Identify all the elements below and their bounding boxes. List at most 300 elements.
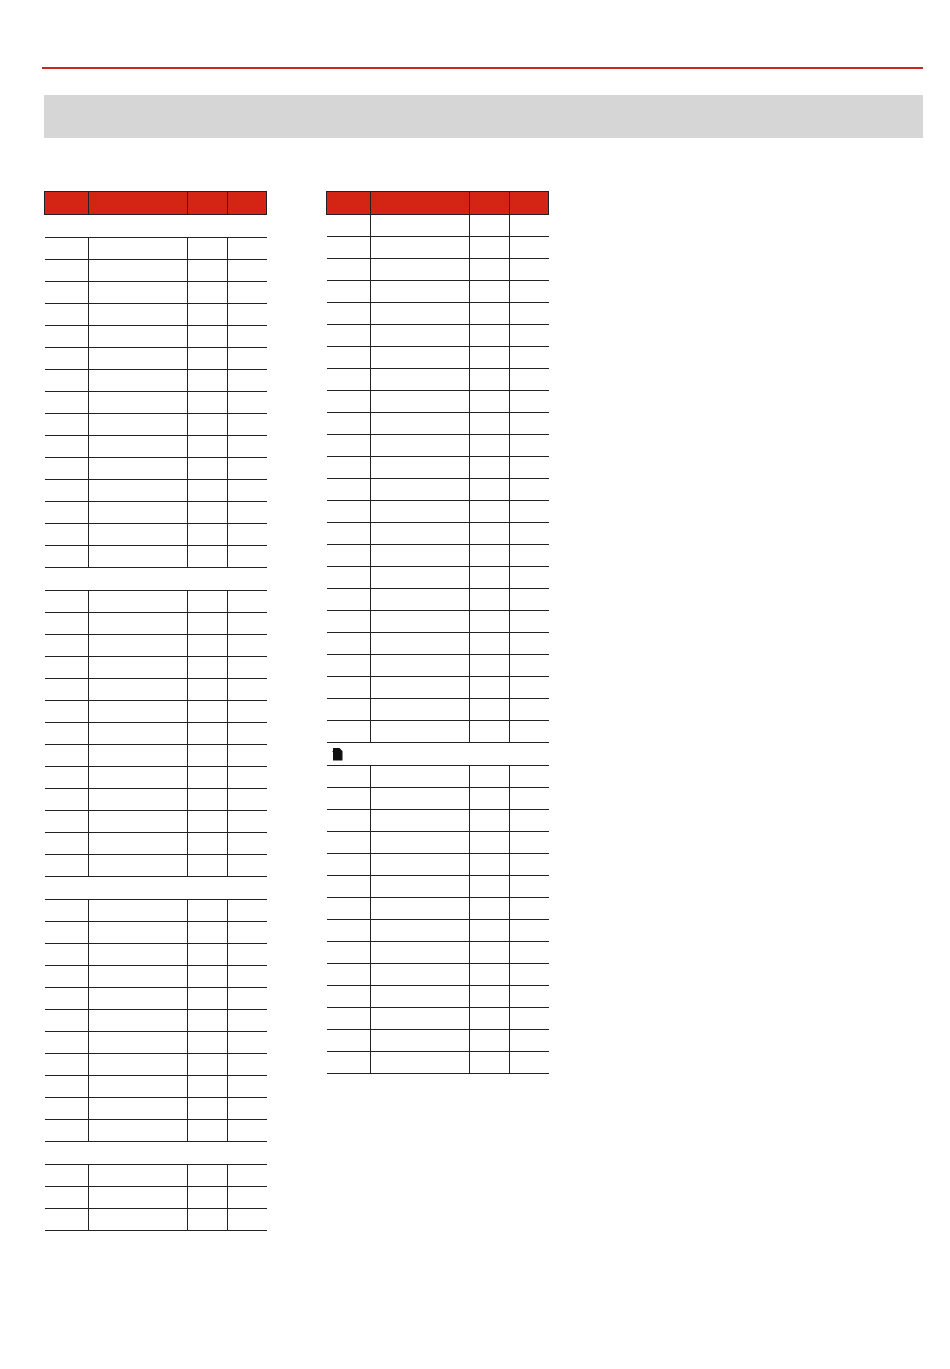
table-cell bbox=[327, 215, 371, 237]
table-cell bbox=[371, 898, 470, 920]
table-row bbox=[45, 900, 267, 922]
table-cell bbox=[45, 833, 89, 855]
table-cell bbox=[228, 392, 267, 414]
table-row bbox=[327, 942, 549, 964]
table-row bbox=[45, 348, 267, 370]
table-cell bbox=[327, 413, 371, 435]
table-cell bbox=[371, 677, 470, 699]
table-row bbox=[327, 281, 549, 303]
table-row bbox=[45, 392, 267, 414]
table-cell bbox=[510, 898, 549, 920]
table-cell bbox=[188, 833, 228, 855]
table-cell bbox=[45, 657, 89, 679]
table-cell bbox=[327, 611, 371, 633]
table-row bbox=[45, 811, 267, 833]
table-row bbox=[45, 282, 267, 304]
table-cell bbox=[188, 546, 228, 568]
table-cell bbox=[327, 479, 371, 501]
table-cell bbox=[45, 922, 89, 944]
table-row bbox=[327, 237, 549, 259]
table-cell bbox=[327, 567, 371, 589]
table-row bbox=[327, 699, 549, 721]
table-row bbox=[327, 964, 549, 986]
table-cell bbox=[371, 325, 470, 347]
table-cell bbox=[470, 413, 510, 435]
table-cell bbox=[327, 501, 371, 523]
table-cell bbox=[188, 1010, 228, 1032]
table-row bbox=[45, 1098, 267, 1120]
table-cell bbox=[45, 855, 89, 877]
table-cell bbox=[89, 789, 188, 811]
table-row bbox=[45, 1187, 267, 1209]
table-cell bbox=[45, 767, 89, 789]
table-cell bbox=[371, 501, 470, 523]
table-cell bbox=[228, 260, 267, 282]
table-cell bbox=[470, 677, 510, 699]
table-cell bbox=[371, 435, 470, 457]
table-cell bbox=[510, 832, 549, 854]
table-cell bbox=[45, 591, 89, 613]
table-cell bbox=[188, 524, 228, 546]
table-row bbox=[45, 238, 267, 260]
table-cell bbox=[510, 369, 549, 391]
right-table bbox=[326, 191, 549, 1074]
table-cell bbox=[45, 458, 89, 480]
table-row bbox=[327, 788, 549, 810]
table-cell bbox=[470, 699, 510, 721]
table-cell bbox=[45, 1120, 89, 1142]
table-cell bbox=[45, 524, 89, 546]
table-cell bbox=[510, 259, 549, 281]
table-cell bbox=[228, 988, 267, 1010]
table-cell bbox=[327, 677, 371, 699]
table-cell bbox=[371, 766, 470, 788]
table-cell bbox=[327, 281, 371, 303]
table-cell bbox=[327, 854, 371, 876]
table-cell bbox=[228, 1076, 267, 1098]
table-cell bbox=[45, 701, 89, 723]
table-cell bbox=[228, 1010, 267, 1032]
table-cell bbox=[188, 392, 228, 414]
table-cell bbox=[228, 966, 267, 988]
table-row bbox=[45, 613, 267, 635]
table-row bbox=[45, 1054, 267, 1076]
table-cell bbox=[371, 832, 470, 854]
table-cell bbox=[470, 920, 510, 942]
table-row bbox=[327, 523, 549, 545]
table-cell bbox=[470, 479, 510, 501]
table-cell bbox=[45, 1187, 89, 1209]
table-cell bbox=[89, 458, 188, 480]
table-cell bbox=[470, 281, 510, 303]
table-row bbox=[327, 1008, 549, 1030]
table-cell bbox=[188, 348, 228, 370]
table-cell bbox=[228, 1187, 267, 1209]
table-cell bbox=[89, 436, 188, 458]
table-row bbox=[45, 1120, 267, 1142]
table-cell bbox=[45, 282, 89, 304]
table-cell bbox=[470, 766, 510, 788]
header-cell bbox=[510, 192, 549, 215]
table-cell bbox=[188, 767, 228, 789]
table-row bbox=[45, 922, 267, 944]
table-cell bbox=[89, 1120, 188, 1142]
table-cell bbox=[45, 260, 89, 282]
table-cell bbox=[327, 523, 371, 545]
table-cell bbox=[89, 1010, 188, 1032]
table-cell bbox=[188, 282, 228, 304]
table-cell bbox=[510, 611, 549, 633]
table-cell bbox=[371, 567, 470, 589]
table-cell bbox=[371, 986, 470, 1008]
table-row bbox=[45, 833, 267, 855]
table-cell bbox=[510, 876, 549, 898]
table-cell bbox=[327, 920, 371, 942]
table-cell bbox=[89, 348, 188, 370]
table-cell bbox=[45, 326, 89, 348]
table-cell bbox=[188, 414, 228, 436]
section-row bbox=[45, 877, 267, 900]
table-row bbox=[327, 435, 549, 457]
table-cell bbox=[510, 281, 549, 303]
table-cell bbox=[510, 479, 549, 501]
table-cell bbox=[371, 281, 470, 303]
table-cell bbox=[371, 545, 470, 567]
table-cell bbox=[89, 1187, 188, 1209]
table-cell bbox=[470, 435, 510, 457]
table-cell bbox=[45, 392, 89, 414]
table-cell bbox=[45, 944, 89, 966]
table-cell bbox=[188, 723, 228, 745]
table-cell bbox=[371, 303, 470, 325]
table-cell bbox=[510, 391, 549, 413]
table-row bbox=[327, 721, 549, 743]
table-cell bbox=[89, 723, 188, 745]
table-cell bbox=[327, 237, 371, 259]
table-cell bbox=[188, 988, 228, 1010]
table-cell bbox=[188, 260, 228, 282]
table-cell bbox=[470, 788, 510, 810]
table-cell bbox=[89, 767, 188, 789]
table-row bbox=[327, 479, 549, 501]
table-row bbox=[45, 546, 267, 568]
title-band bbox=[44, 95, 923, 138]
table-row bbox=[327, 501, 549, 523]
table-cell bbox=[470, 391, 510, 413]
table-cell bbox=[228, 524, 267, 546]
table-cell bbox=[89, 260, 188, 282]
table-cell bbox=[510, 699, 549, 721]
table-row bbox=[45, 1209, 267, 1231]
table-cell bbox=[510, 215, 549, 237]
table-cell bbox=[228, 833, 267, 855]
table-row bbox=[327, 766, 549, 788]
table-row bbox=[45, 458, 267, 480]
table-row bbox=[327, 325, 549, 347]
table-cell bbox=[188, 635, 228, 657]
table-cell bbox=[45, 1010, 89, 1032]
table-cell bbox=[510, 854, 549, 876]
table-cell bbox=[188, 1209, 228, 1231]
table-cell bbox=[228, 855, 267, 877]
table-cell bbox=[327, 898, 371, 920]
table-cell bbox=[510, 303, 549, 325]
table-cell bbox=[327, 589, 371, 611]
table-cell bbox=[470, 964, 510, 986]
table-row bbox=[45, 1010, 267, 1032]
table-cell bbox=[45, 348, 89, 370]
table-cell bbox=[45, 1165, 89, 1187]
table-cell bbox=[45, 723, 89, 745]
table-cell bbox=[45, 304, 89, 326]
table-cell bbox=[510, 589, 549, 611]
table-row bbox=[327, 1052, 549, 1074]
table-cell bbox=[89, 591, 188, 613]
table-row bbox=[45, 767, 267, 789]
header-cell bbox=[89, 192, 188, 215]
table-cell bbox=[510, 457, 549, 479]
table-cell bbox=[510, 942, 549, 964]
table-cell bbox=[89, 282, 188, 304]
table-cell bbox=[188, 238, 228, 260]
table-cell bbox=[470, 810, 510, 832]
table-cell bbox=[188, 855, 228, 877]
table-cell bbox=[89, 966, 188, 988]
table-cell bbox=[228, 502, 267, 524]
table-cell bbox=[470, 369, 510, 391]
table-cell bbox=[89, 238, 188, 260]
table-cell bbox=[510, 435, 549, 457]
table-cell bbox=[89, 679, 188, 701]
table-cell bbox=[470, 589, 510, 611]
table-cell bbox=[188, 701, 228, 723]
table-row bbox=[327, 567, 549, 589]
table-cell bbox=[228, 1098, 267, 1120]
table-cell bbox=[327, 721, 371, 743]
table-row bbox=[45, 591, 267, 613]
table-cell bbox=[188, 811, 228, 833]
table-cell bbox=[228, 238, 267, 260]
section-label bbox=[327, 743, 549, 766]
table-cell bbox=[510, 1008, 549, 1030]
table-cell bbox=[371, 920, 470, 942]
table-cell bbox=[327, 964, 371, 986]
table-cell bbox=[45, 436, 89, 458]
table-row bbox=[45, 1165, 267, 1187]
table-cell bbox=[188, 591, 228, 613]
table-cell bbox=[45, 900, 89, 922]
table-cell bbox=[470, 567, 510, 589]
table-cell bbox=[371, 699, 470, 721]
table-row bbox=[45, 1032, 267, 1054]
table-row bbox=[327, 303, 549, 325]
table-cell bbox=[371, 810, 470, 832]
table-cell bbox=[228, 282, 267, 304]
table-row bbox=[45, 679, 267, 701]
table-cell bbox=[45, 679, 89, 701]
table-cell bbox=[371, 876, 470, 898]
table-cell bbox=[45, 238, 89, 260]
table-row bbox=[45, 304, 267, 326]
table-cell bbox=[228, 1209, 267, 1231]
header-cell bbox=[470, 192, 510, 215]
table-cell bbox=[470, 303, 510, 325]
table-cell bbox=[188, 1076, 228, 1098]
table-cell bbox=[470, 1030, 510, 1052]
table-cell bbox=[371, 788, 470, 810]
table-cell bbox=[371, 413, 470, 435]
table-row bbox=[327, 1030, 549, 1052]
table-cell bbox=[89, 546, 188, 568]
table-cell bbox=[45, 546, 89, 568]
table-cell bbox=[188, 1120, 228, 1142]
table-cell bbox=[510, 721, 549, 743]
table-row bbox=[45, 944, 267, 966]
section-label bbox=[45, 877, 267, 900]
table-cell bbox=[371, 237, 470, 259]
table-row bbox=[327, 876, 549, 898]
table-cell bbox=[89, 988, 188, 1010]
table-cell bbox=[327, 391, 371, 413]
table-cell bbox=[371, 347, 470, 369]
document-icon bbox=[333, 748, 343, 761]
table-cell bbox=[470, 237, 510, 259]
table-cell bbox=[89, 326, 188, 348]
header-row bbox=[327, 192, 549, 215]
table-cell bbox=[228, 679, 267, 701]
table-cell bbox=[188, 370, 228, 392]
table-row bbox=[327, 920, 549, 942]
table-row bbox=[327, 259, 549, 281]
left-table bbox=[44, 191, 267, 1231]
table-cell bbox=[470, 633, 510, 655]
table-row bbox=[327, 898, 549, 920]
table-row bbox=[45, 988, 267, 1010]
table-cell bbox=[89, 392, 188, 414]
table-row bbox=[45, 524, 267, 546]
table-cell bbox=[327, 1008, 371, 1030]
table-cell bbox=[45, 370, 89, 392]
table-cell bbox=[371, 457, 470, 479]
table-cell bbox=[188, 657, 228, 679]
table-row bbox=[327, 677, 549, 699]
table-cell bbox=[510, 1052, 549, 1074]
table-cell bbox=[228, 370, 267, 392]
table-cell bbox=[45, 1032, 89, 1054]
table-cell bbox=[371, 942, 470, 964]
table-cell bbox=[371, 589, 470, 611]
table-cell bbox=[228, 613, 267, 635]
table-cell bbox=[89, 1032, 188, 1054]
table-cell bbox=[371, 215, 470, 237]
table-row bbox=[327, 854, 549, 876]
table-row bbox=[45, 635, 267, 657]
table-cell bbox=[188, 789, 228, 811]
table-cell bbox=[228, 767, 267, 789]
table-cell bbox=[188, 745, 228, 767]
table-row bbox=[327, 611, 549, 633]
table-cell bbox=[188, 900, 228, 922]
table-cell bbox=[45, 480, 89, 502]
table-cell bbox=[228, 922, 267, 944]
table-cell bbox=[470, 655, 510, 677]
table-cell bbox=[188, 944, 228, 966]
table-cell bbox=[327, 435, 371, 457]
table-cell bbox=[470, 832, 510, 854]
table-cell bbox=[510, 964, 549, 986]
table-cell bbox=[228, 635, 267, 657]
table-cell bbox=[327, 303, 371, 325]
header-cell bbox=[327, 192, 371, 215]
table-cell bbox=[228, 546, 267, 568]
table-cell bbox=[228, 1032, 267, 1054]
table-cell bbox=[228, 458, 267, 480]
table-cell bbox=[89, 480, 188, 502]
section-label bbox=[45, 1142, 267, 1165]
table-cell bbox=[228, 811, 267, 833]
table-cell bbox=[327, 633, 371, 655]
table-cell bbox=[45, 414, 89, 436]
section-row bbox=[45, 215, 267, 238]
table-cell bbox=[228, 1054, 267, 1076]
table-cell bbox=[188, 436, 228, 458]
table-cell bbox=[327, 369, 371, 391]
table-cell bbox=[188, 458, 228, 480]
table-cell bbox=[228, 944, 267, 966]
section-row bbox=[45, 1142, 267, 1165]
table-cell bbox=[45, 1098, 89, 1120]
table-cell bbox=[510, 788, 549, 810]
table-cell bbox=[89, 370, 188, 392]
table-cell bbox=[510, 920, 549, 942]
table-cell bbox=[470, 721, 510, 743]
table-cell bbox=[89, 1076, 188, 1098]
table-cell bbox=[510, 523, 549, 545]
table-cell bbox=[89, 1054, 188, 1076]
table-row bbox=[327, 589, 549, 611]
table-cell bbox=[89, 855, 188, 877]
table-cell bbox=[228, 326, 267, 348]
table-cell bbox=[89, 502, 188, 524]
table-cell bbox=[510, 677, 549, 699]
header-row bbox=[45, 192, 267, 215]
table-cell bbox=[510, 325, 549, 347]
table-cell bbox=[89, 900, 188, 922]
table-row bbox=[327, 986, 549, 1008]
table-cell bbox=[510, 347, 549, 369]
table-cell bbox=[510, 545, 549, 567]
table-cell bbox=[89, 833, 188, 855]
table-cell bbox=[470, 545, 510, 567]
header-cell bbox=[371, 192, 470, 215]
table-row bbox=[45, 1076, 267, 1098]
table-cell bbox=[510, 1030, 549, 1052]
table-cell bbox=[510, 655, 549, 677]
table-cell bbox=[89, 922, 188, 944]
table-cell bbox=[45, 613, 89, 635]
table-cell bbox=[45, 811, 89, 833]
table-cell bbox=[89, 524, 188, 546]
table-cell bbox=[228, 591, 267, 613]
table-row bbox=[327, 810, 549, 832]
table-cell bbox=[327, 325, 371, 347]
table-cell bbox=[371, 369, 470, 391]
table-cell bbox=[327, 942, 371, 964]
table-cell bbox=[89, 944, 188, 966]
table-cell bbox=[89, 1209, 188, 1231]
table-cell bbox=[371, 1030, 470, 1052]
table-row bbox=[45, 260, 267, 282]
